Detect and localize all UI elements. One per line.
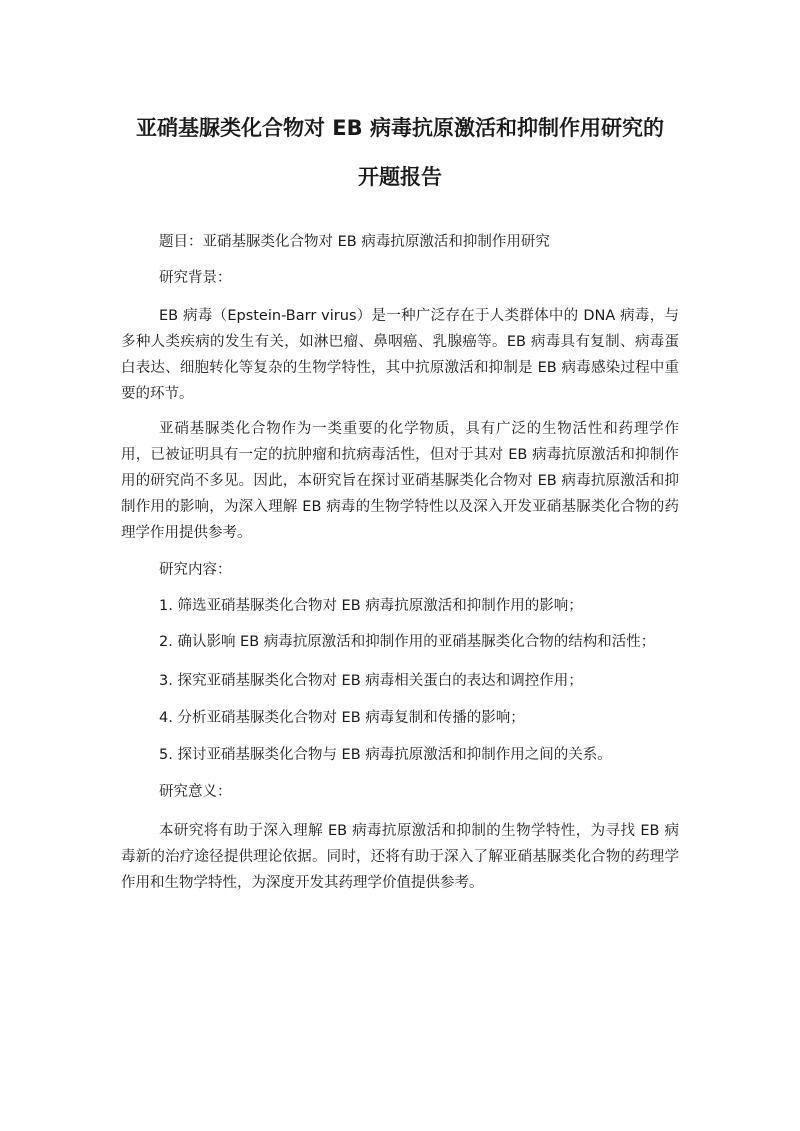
- document-title-line-1: 亚硝基脲类化合物对 EB 病毒抗原激活和抑制作用研究的: [136, 116, 664, 140]
- content-item-2: 2. 确认影响 EB 病毒抗原激活和抑制作用的亚硝基脲类化合物的结构和活性；: [159, 634, 656, 650]
- background-paragraph-2: 亚硝基脲类化合物作为一类重要的化学物质，具有广泛的生物活性和药理学作用，已被证明具有一定的抗肿瘤和抗病毒活性，但对于其对 EB 病毒抗原激活和抑制作用的研究尚不多见。因此，本研究旨在探讨亚硝基脲类化合物对 EB 病毒抗原激活和抑制作用的影响，为深入理解 EB 病毒的生物学特性以及深入开发亚硝基脲类化合物的药理学作用提供参考。: [121, 421, 679, 541]
- background-paragraph-1: EB 病毒（Epstein-Barr virus）是一种广泛存在于人类群体中的 DNA 病毒，与多种人类疾病的发生有关，如淋巴瘤、鼻咽癌、乳腺癌等。EB 病毒具有复制、病毒蛋白表达、细胞转化等复杂的生物学特性，其中抗原激活和抑制是 EB 病毒感染过程中重要的环节。: [121, 308, 679, 402]
- content-item-3: 3. 探究亚硝基脲类化合物对 EB 病毒相关蛋白的表达和调控作用；: [159, 673, 583, 689]
- content-item-1: 1. 筛选亚硝基脲类化合物对 EB 病毒抗原激活和抑制作用的影响；: [159, 598, 583, 614]
- content-heading: 研究内容：: [159, 562, 232, 578]
- content-item-4: 4. 分析亚硝基脲类化合物对 EB 病毒复制和传播的影响；: [159, 710, 525, 726]
- background-heading: 研究背景：: [159, 270, 232, 286]
- significance-paragraph: 本研究将有助于深入理解 EB 病毒抗原激活和抑制的生物学特性，为寻找 EB 病毒新的治疗途径提供理论依据。同时，还将有助于深入了解亚硝基脲类化合物的药理学作用和生物学特性，为深度开发其药理学价值提供参考。: [121, 823, 679, 891]
- content-item-5: 5. 探讨亚硝基脲类化合物与 EB 病毒抗原激活和抑制作用之间的关系。: [159, 747, 612, 763]
- significance-heading: 研究意义：: [159, 784, 232, 800]
- document-title-line-2: 开题报告: [358, 165, 442, 189]
- topic-line: 题目：亚硝基脲类化合物对 EB 病毒抗原激活和抑制作用研究: [159, 234, 550, 250]
